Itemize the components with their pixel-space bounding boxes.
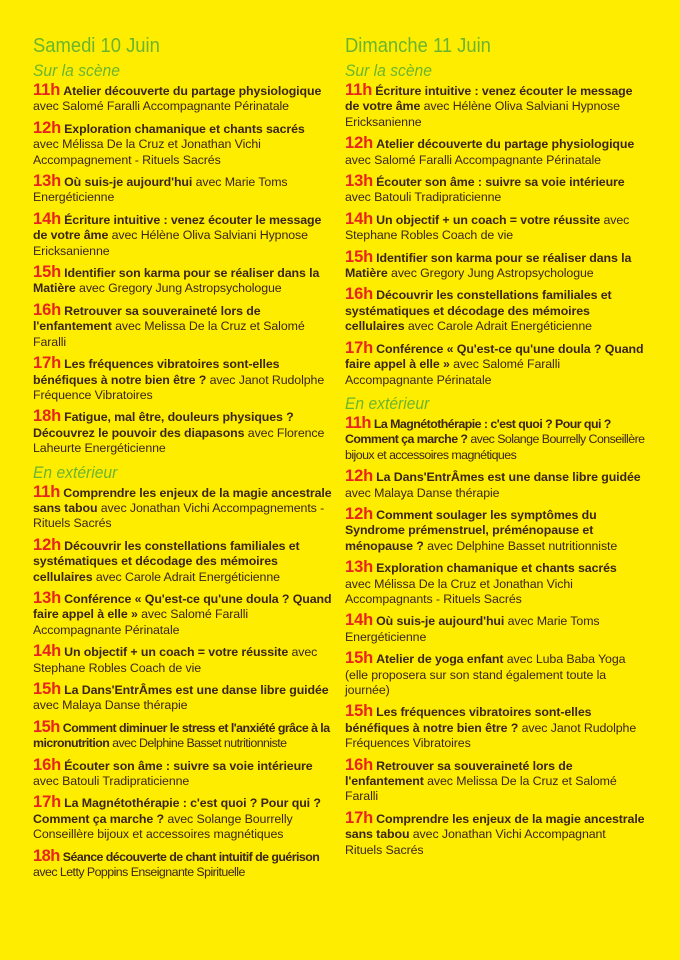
event-title: Atelier découverte du partage physiologique <box>376 137 635 152</box>
event-speaker: avec Salomé Faralli Accompagnante Périnatale <box>345 357 561 387</box>
schedule-item <box>33 482 333 532</box>
schedule-item <box>345 247 645 282</box>
event-title: Retrouver sa souveraineté lors de l'enfantement <box>345 758 573 789</box>
event-hour: 16h <box>33 300 62 319</box>
event-hour: 11h <box>345 413 371 432</box>
event-speaker: avec Luba Baba Yoga (elle proposera sur son stand également toute la journée) <box>345 652 626 697</box>
event-speaker: avec Mélissa De la Cruz et Jonathan Vichi Accompagnants - Rituels Sacrés <box>345 576 573 606</box>
event-hour: 12h <box>345 467 374 486</box>
event-title: Identifier son karma pour se réaliser dans la Matière <box>33 266 320 296</box>
event-hour: 15h <box>33 263 62 282</box>
schedule-item <box>33 755 333 790</box>
event-hour: 11h <box>345 81 373 99</box>
schedule-item <box>33 265 333 297</box>
event-hour: 16h <box>345 755 374 774</box>
event-title: Retrouver sa souveraineté lors de l'enfantement <box>33 303 261 334</box>
schedule-item <box>345 287 645 334</box>
event-hour: 17h <box>33 354 62 373</box>
event-speaker: avec Batouli Tradipraticienne <box>33 774 190 789</box>
schedule-item <box>345 704 645 751</box>
event-title: Découvrir les constellations familiales et systématiques et décodage des mémoires cellulaires <box>345 288 612 334</box>
event-speaker: avec Stephane Robles Coach de vie <box>33 645 318 675</box>
event-hour: 15h <box>345 649 374 668</box>
event-speaker: avec Janot Rudolphe Fréquences Vibratoires <box>345 720 637 751</box>
event-hour: 12h <box>33 118 62 137</box>
event-speaker: avec Jonathan Vichi Accompagnant Rituels Sacrés <box>345 827 606 857</box>
event-title: Les fréquences vibratoires sont-elles bénéfiques à notre bien être ? <box>33 357 280 387</box>
event-speaker: avec Salomé Faralli Accompagnante Périnatale <box>33 99 289 114</box>
schedule-item <box>33 356 333 403</box>
event-title: Écriture intuitive : venez écouter le message de votre âme <box>345 84 633 114</box>
event-speaker: avec Mélissa De la Cruz et Jonathan Vichi Accompagnement - Rituels Sacrés <box>33 137 261 167</box>
event-hour: 18h <box>33 407 62 426</box>
event-speaker: avec Gregory Jung Astropsychologue <box>387 266 594 281</box>
event-speaker: avec Letty Poppins Enseignante Spirituelle <box>33 865 245 880</box>
stage-list <box>33 83 333 457</box>
event-hour: 12h <box>345 504 374 523</box>
event-title: La Dans'EntrÂmes est une danse libre guidée <box>64 683 329 697</box>
event-hour: 15h <box>33 717 60 736</box>
event-title: Où suis-je aujourd'hui <box>376 614 505 629</box>
event-title: Séance découverte de chant intuitif de guérison <box>62 849 320 864</box>
outdoor-heading: En extérieur <box>33 462 118 482</box>
event-speaker: avec Stephane Robles Coach de vie <box>345 212 630 243</box>
event-title: Un objectif + un coach = votre réussite <box>64 645 289 660</box>
event-speaker: avec Melissa De la Cruz et Salomé Faralli <box>345 774 617 804</box>
event-title: Identifier son karma pour se réaliser dans la Matière <box>345 250 632 281</box>
event-title: Conférence « Qu'est-ce qu'une doula ? Quand faire appel à elle » <box>345 341 644 372</box>
stage-heading: Sur la scène <box>33 61 120 80</box>
sunday-column <box>345 34 645 864</box>
schedule-item <box>345 808 645 858</box>
schedule-item <box>345 469 645 501</box>
saturday-column <box>33 34 333 886</box>
schedule-item <box>33 535 333 585</box>
schedule-item <box>33 83 333 115</box>
event-speaker: avec Delphine Basset nutritionniste <box>423 538 618 553</box>
event-hour: 14h <box>345 209 374 228</box>
event-speaker: avec Batouli Tradipraticienne <box>345 190 502 205</box>
event-speaker: avec Solange Bourrelly Conseillère bijoux et accessoires magnétiques <box>345 432 645 462</box>
event-hour: 17h <box>33 793 62 812</box>
event-speaker: avec Malaya Danse thérapie <box>345 485 500 500</box>
event-hour: 16h <box>345 285 374 304</box>
event-hour: 16h <box>33 755 62 774</box>
schedule-item <box>33 409 333 456</box>
day-title: Dimanche 11 Juin <box>345 35 491 57</box>
event-speaker: avec Carole Adrait Energéticienne <box>92 569 280 584</box>
event-title: Fatigue, mal être, douleurs physiques ? Découvrez le pouvoir des diapasons <box>33 410 294 440</box>
event-speaker: avec Salomé Faralli Accompagnante Périnatale <box>345 152 601 167</box>
schedule-item <box>33 300 333 350</box>
schedule-item <box>33 209 333 259</box>
stage-list <box>345 83 645 388</box>
event-hour: 13h <box>345 172 374 191</box>
event-hour: 14h <box>33 209 62 228</box>
event-speaker: avec Delphine Basset nutritionniste <box>109 736 287 751</box>
event-title: Comment soulager les symptômes du Syndrome prémenstruel, préménopause et ménopause ? <box>345 507 597 553</box>
schedule-item <box>345 209 645 244</box>
event-speaker: avec Marie Toms Energéticienne <box>33 175 288 205</box>
schedule-item <box>345 651 645 698</box>
schedule-item <box>33 588 333 638</box>
event-speaker: avec Hélène Oliva Salviani Hypnose Ericksanienne <box>33 228 308 258</box>
event-title: Exploration chamanique et chants sacrés <box>376 561 617 576</box>
schedule-item <box>33 118 333 168</box>
event-speaker: avec Jonathan Vichi Accompagnements - Rituels Sacrés <box>33 500 325 531</box>
event-hour: 17h <box>345 808 374 827</box>
schedule-item <box>345 413 645 463</box>
event-title: Écriture intuitive : venez écouter le message de votre âme <box>33 212 322 243</box>
event-title: Comprendre les enjeux de la magie ancestrale sans tabou <box>33 485 332 515</box>
schedule-item <box>345 613 645 645</box>
event-hour: 15h <box>33 680 62 698</box>
schedule-item <box>345 504 645 554</box>
event-title: Découvrir les constellations familiales et systématiques et décodage des mémoires cellulaires <box>33 538 300 584</box>
event-speaker: avec Marie Toms Energéticienne <box>345 614 600 644</box>
outdoor-heading: En extérieur <box>345 393 430 413</box>
schedule-item <box>33 644 333 676</box>
schedule-item <box>345 338 645 388</box>
schedule-item <box>345 174 645 206</box>
schedule-item <box>345 83 645 130</box>
event-speaker: avec Janot Rudolphe Fréquence Vibratoires <box>33 372 325 402</box>
schedule-item <box>33 717 333 752</box>
event-title: Exploration chamanique et chants sacrés <box>64 121 305 136</box>
event-hour: 11h <box>33 81 61 99</box>
schedule-item <box>33 795 333 842</box>
schedule-item <box>33 846 333 881</box>
event-hour: 12h <box>33 535 62 554</box>
event-speaker: avec Carole Adrait Energéticienne <box>404 319 592 334</box>
event-title: Où suis-je aujourd'hui <box>64 175 193 190</box>
event-speaker: avec Solange Bourrelly Conseillère bijoux et accessoires magnétiques <box>33 811 293 842</box>
event-hour: 15h <box>345 702 374 721</box>
event-hour: 13h <box>33 588 62 607</box>
event-hour: 18h <box>33 846 60 865</box>
schedule-item <box>33 682 333 714</box>
event-title: La Magnétothérapie : c'est quoi ? Pour qui ? Comment ça marche ? <box>345 416 611 447</box>
event-hour: 14h <box>345 611 374 630</box>
event-hour: 13h <box>33 172 62 191</box>
event-title: Les fréquences vibratoires sont-elles bénéfiques à notre bien être ? <box>345 705 592 735</box>
event-speaker: avec Melissa De la Cruz et Salomé Faralli <box>33 319 305 349</box>
event-hour: 13h <box>345 558 374 577</box>
event-title: Un objectif + un coach = votre réussite <box>376 212 601 227</box>
schedule-item <box>345 755 645 805</box>
event-title: Comment diminuer le stress et l'anxiété grâce à la micronutrition <box>33 720 330 751</box>
event-title: Conférence « Qu'est-ce qu'une doula ? Quand faire appel à elle » <box>33 591 332 622</box>
event-hour: 11h <box>33 482 61 501</box>
event-speaker: avec Florence Laheurte Energéticienne <box>33 425 325 456</box>
event-speaker: avec Hélène Oliva Salviani Hypnose Ericksanienne <box>345 99 620 129</box>
event-speaker: avec Salomé Faralli Accompagnante Périnatale <box>33 607 249 637</box>
schedule-item <box>33 174 333 206</box>
event-title: Écouter son âme : suivre sa voie intérieure <box>376 175 625 190</box>
event-hour: 14h <box>33 642 62 661</box>
day-title: Samedi 10 Juin <box>33 35 160 57</box>
event-hour: 17h <box>345 338 374 357</box>
outdoor-list <box>345 413 645 858</box>
event-title: La Dans'EntrÂmes est une danse libre guidée <box>376 470 641 485</box>
schedule-item <box>345 560 645 607</box>
event-hour: 15h <box>345 247 374 266</box>
event-title: Écouter son âme : suivre sa voie intérieure <box>64 758 313 773</box>
event-title: Atelier découverte du partage physiologique <box>63 84 322 98</box>
event-hour: 12h <box>345 134 374 153</box>
stage-heading: Sur la scène <box>345 61 432 80</box>
outdoor-list <box>33 482 333 881</box>
event-speaker: avec Malaya Danse thérapie <box>33 698 188 713</box>
event-title: Atelier de yoga enfant <box>376 652 504 667</box>
event-title: Comprendre les enjeux de la magie ancestrale sans tabou <box>345 811 645 842</box>
event-speaker: avec Gregory Jung Astropsychologue <box>75 281 282 296</box>
schedule-item <box>345 136 645 168</box>
event-title: La Magnétothérapie : c'est quoi ? Pour qui ? Comment ça marche ? <box>33 796 321 826</box>
